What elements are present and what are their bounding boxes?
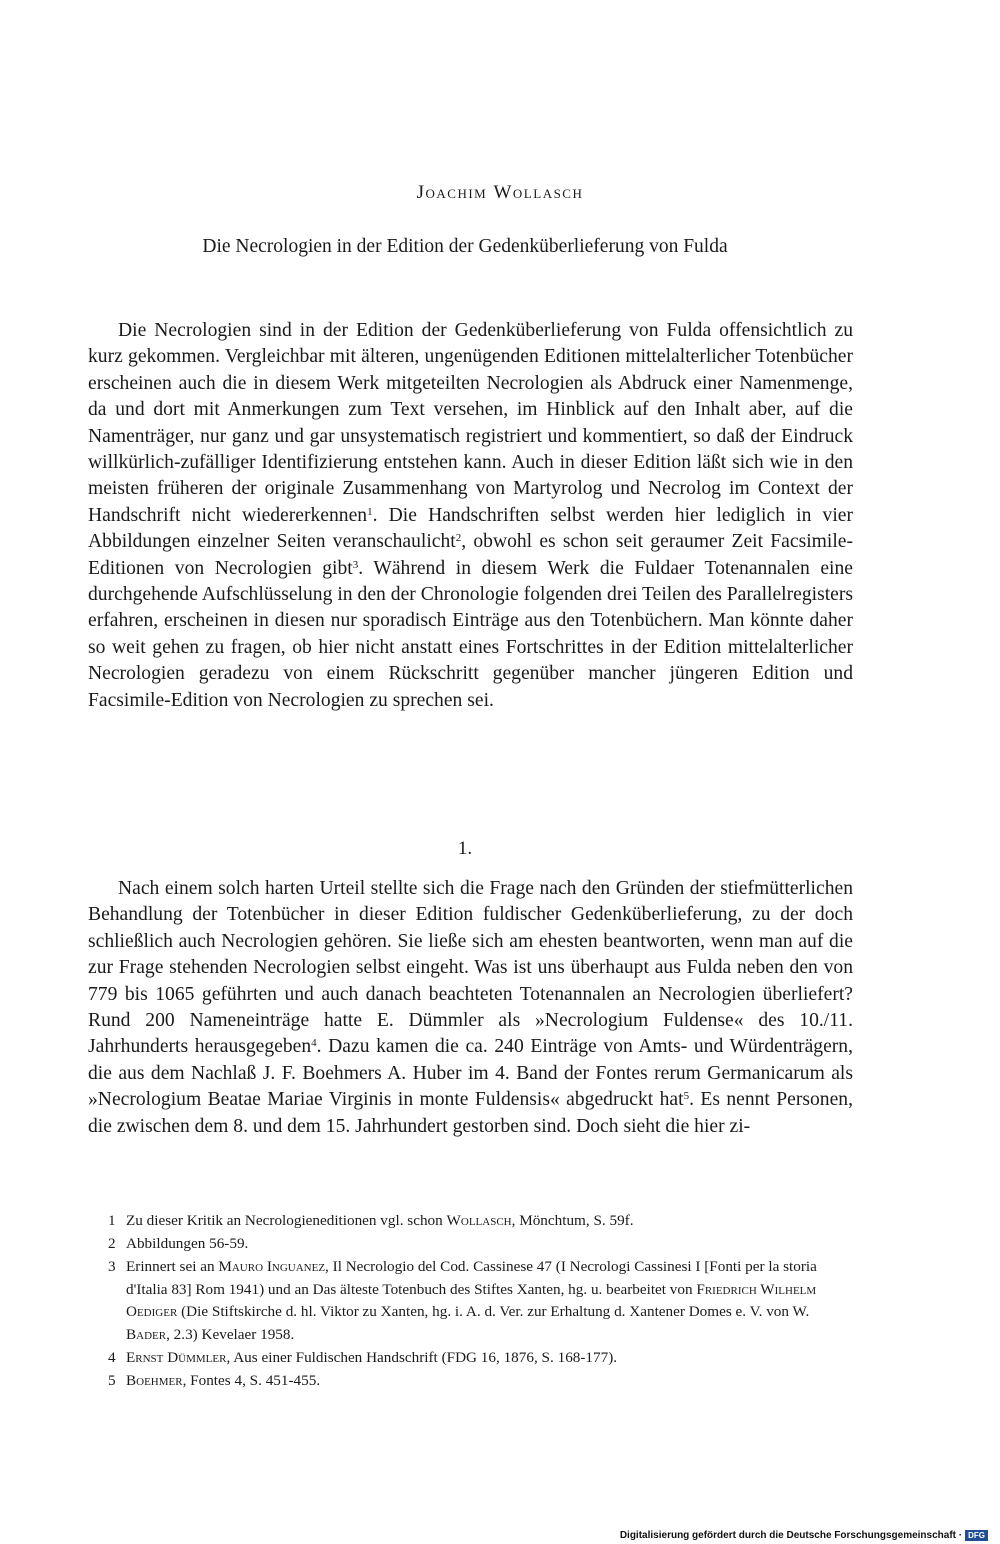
footnote-number: 1 [108,1212,116,1229]
footnote-ref-1: 1 [367,505,373,518]
intro-text-4: . Während in diesem Werk die Fuldaer Totenannalen eine durchgehende Aufschlüsselung in den der Chronologie folgenden drei Teilen des Parallelregisters erfahren, erscheinen in diesen nur sporadisch Einträge aus den Totenbüchern. Man könnte daher so weit gehen zu fragen, ob hier nicht anstatt eines Fortschrittes in der Edition mittelalterlicher Necrologien geradezu von einem Rückschritt gegenüber mancher jüngeren Edition und Facsimile-Edition von Necrologien zu sprechen sei. [88,557,853,711]
footnote-4 [108,1347,854,1370]
footnote-text-part: (Die Stiftskirche d. hl. Viktor zu Xanten, hg. i. A. d. Ver. zur Erhaltung d. Xantener Domes e. V. von W. [177,1303,810,1321]
footnote-ref-3: 3 [352,558,359,571]
footnote-number: 5 [108,1372,116,1389]
footnote-ref-5: 5 [683,1090,690,1103]
author-ref: Mauro Inguanez [218,1258,326,1275]
author-name [0,182,1000,204]
footnote-text [126,1256,854,1346]
intro-text-3: , obwohl es schon seit geraumer Zeit Facsimile-Editionen von Necrologien gibt [88,531,853,579]
credit-text: Digitalisierung gefördert durch die Deutsche Forschungsgemeinschaft · [619,1530,963,1541]
footnote-1 [108,1210,854,1233]
footnote-ref-4: 4 [311,1037,317,1050]
footnote-2 [108,1233,854,1256]
author-ref: Bader [126,1325,167,1343]
footnote-5 [108,1370,854,1393]
section-text-3: . Es nennt Personen, die zwischen dem 8. und dem 15. Jahrhundert gestorben sind. Doch sieht die hier zi- [88,1089,853,1137]
author-first-name: Joachim [416,182,488,203]
digitization-credit [620,1530,988,1541]
intro-text-1: Die Necrologien sind in der Edition der Gedenküberlieferung von Fulda offensichtlich zu kurz gekommen. Vergleichbar mit älteren, ungenügenden Editionen mittelalterlicher Totenbücher erscheinen auch die in diesem Werk mitgeteilten Necrologien als Abdruck einer Namenmenge, da und dort mit Anmerkungen zum Text versehen, im Hinblick auf den Inhalt aber, auf die Namenträger, nur ganz und gar unsystematisch registriert und kommentiert, so daß der Eindruck willkürlich-zufälliger Identifizierung entstehen kann. Auch in dieser Edition läßt sich wie in den meisten früheren der originale Zusammenhang von Martyrolog und Necrolog im Context der Handschrift nicht wiedererkennen [88,320,853,526]
intro-paragraph [88,318,853,714]
footnote-3 [108,1256,854,1346]
author-ref: Ernst Dümmler [126,1349,227,1366]
footnote-text-part: Erinnert sei an [126,1258,219,1275]
author-last-name: Wollasch [493,182,584,203]
author-ref: Wollasch [446,1212,512,1229]
footnote-number: 4 [108,1349,116,1366]
section-number: 1. [457,838,473,859]
footnote-text: Abbildungen 56-59. [126,1235,249,1252]
footnote-text-part: , Fontes 4, S. 451-455. [182,1372,321,1389]
footnote-number: 3 [108,1258,116,1275]
footnote-text-part: , Il Necrologio del Cod. Cassinese 47 (I Necrologi Cassinesi I [Fonti per la storia d'Italia 83] Rom 1941) und an Das älteste Totenbuch des Stiftes Xanten, hg. u. bearbeitet von [126,1258,817,1298]
author-ref: Boehmer [126,1372,183,1389]
footnote-text [126,1347,854,1370]
footnote-text [126,1210,854,1233]
intro-text-2: . Die Handschriften selbst werden hier lediglich in vier Abbildungen einzelner Seiten veranschaulicht [88,504,853,553]
footnote-text-part: , 2.3) Kevelaer 1958. [166,1325,295,1343]
footnote-text-part: , Aus einer Fuldischen Handschrift (FDG 16, 1876, S. 168-177). [226,1349,618,1366]
section-paragraph [88,876,853,1140]
dfg-logo: DFG [965,1530,988,1541]
section-text-1: Nach einem solch harten Urteil stellte sich die Frage nach den Gründen der stiefmütterlichen Behandlung der Totenbücher in dieser Edition fuldischer Gedenküberlieferung, zu der doch schließlich auch Necrologien gehören. Sie ließe sich am ehesten beantworten, wenn man auf die zur Frage stehenden Necrologien selbst eingeht. Was ist uns überhaupt aus Fulda neben den von 779 bis 1065 geführten und auch danach beachteten Totenannalen an Necrologien überliefert? Rund 200 Nameneinträge hatte E. Dümmler als »Necrologium Fuldense« des 10./11. Jahrhunderts herausgegeben [88,878,853,1058]
section-text-2: . Dazu kamen die ca. 240 Einträge von Amts- und Würdenträgern, die aus dem Nachlaß J. F. Boehmers A. Huber im 4. Band der Fontes rerum Germanicarum als »Necrologium Beatae Mariae Virginis in monte Fuldensis« abgedruckt hat [88,1036,853,1111]
footnote-text-part: Zu dieser Kritik an Necrologieneditionen vgl. schon [126,1212,447,1229]
footnote-ref-2: 2 [455,532,462,545]
footnote-text [126,1370,854,1393]
footnote-text-part: , Mönchtum, S. 59f. [511,1212,634,1229]
article-title: Die Necrologien in der Edition der Gedenküberlieferung von Fulda [202,236,728,257]
footnote-number: 2 [108,1235,116,1252]
author-ref: Friedrich Wilhelm Oediger [126,1280,817,1321]
